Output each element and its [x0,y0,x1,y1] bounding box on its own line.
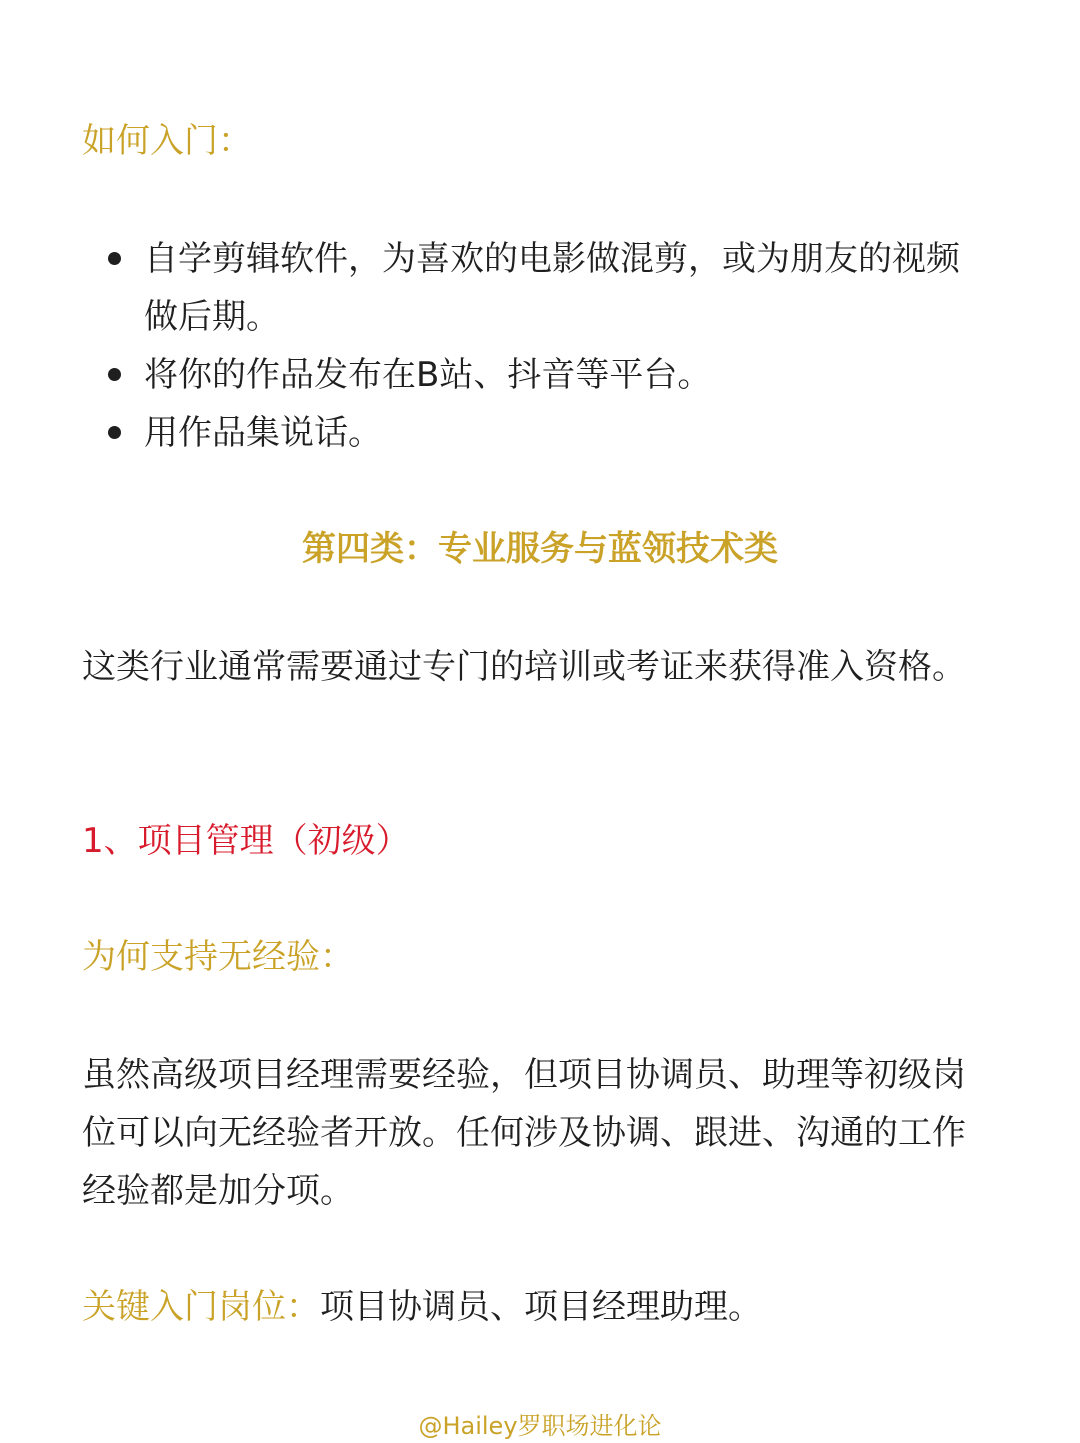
bullet-dot-icon [108,252,121,265]
bullet-dot-icon [108,368,121,381]
list-item-text: 用作品集说话。 [144,413,382,453]
key-positions-line [82,1278,762,1336]
author-watermark: @Hailey罗职场进化论 [418,1412,662,1440]
why-no-experience-heading: 为何支持无经验： [82,937,354,977]
how-to-start-list [108,230,988,462]
why-no-experience-text: 虽然高级项目经理需要经验，但项目协调员、助理等初级岗位可以向无经验者开放。任何涉及协调、跟进、沟通的工作经验都是加分项。 [82,1055,966,1211]
how-to-start-heading: 如何入门： [82,121,252,161]
category-title: 第四类：专业服务与蓝领技术类 [302,529,778,569]
key-positions-label: 关键入门岗位： [82,1287,320,1327]
list-item [108,346,988,404]
list-item-text: 将你的作品发布在B站、抖音等平台。 [144,355,712,395]
list-item [108,230,988,346]
bullet-dot-icon [108,426,121,439]
item-title: 1、项目管理（初级） [82,821,410,861]
category-intro: 这类行业通常需要通过专门的培训或考证来获得准入资格。 [82,647,966,687]
list-item [108,404,988,462]
key-positions-value: 项目协调员、项目经理助理。 [320,1287,762,1327]
list-item-text: 自学剪辑软件，为喜欢的电影做混剪，或为朋友的视频做后期。 [144,239,960,337]
